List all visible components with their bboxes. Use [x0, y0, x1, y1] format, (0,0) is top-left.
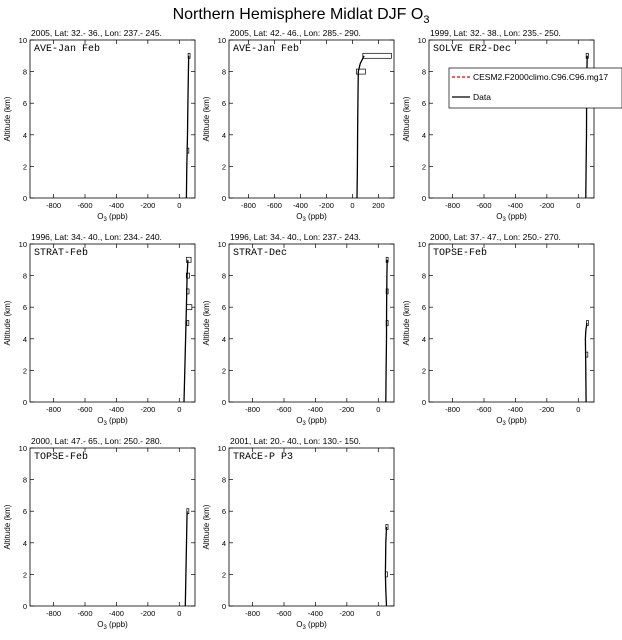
- campaign-label: TRACE-P P3: [233, 452, 294, 463]
- y-tick-label: 10: [217, 444, 226, 453]
- panels-group: [3, 28, 594, 631]
- x-tick-label: -800: [46, 609, 62, 618]
- campaign-label: AVE-Jan Feb: [233, 44, 300, 55]
- plot-frame: [229, 40, 394, 198]
- y-tick-label: 6: [221, 99, 226, 109]
- x-tick-label: 200: [372, 201, 385, 210]
- x-tick-label: -800: [240, 201, 256, 210]
- campaign-label: TOPSE-Feb: [433, 248, 488, 259]
- x-axis-label: [296, 620, 327, 631]
- y-tick-label: 6: [22, 99, 27, 109]
- y-axis-label: Altitude (km): [202, 504, 211, 550]
- y-tick-label: 6: [221, 507, 226, 517]
- data-range-box: [363, 53, 392, 58]
- y-tick-label: 2: [221, 162, 226, 172]
- y-tick-label: 10: [217, 36, 226, 45]
- y-tick-label: 0: [22, 398, 27, 407]
- x-axis-label-unit: (ppb): [305, 212, 327, 221]
- x-tick-label: -600: [276, 405, 292, 414]
- y-tick-label: 2: [221, 570, 226, 580]
- x-tick-label: -200: [339, 609, 355, 618]
- x-tick-label: -600: [77, 405, 93, 414]
- x-axis-label-unit: (ppb): [106, 212, 128, 221]
- y-tick-label: 8: [22, 475, 27, 485]
- data-profile-line: [585, 323, 587, 402]
- y-tick-label: 4: [221, 130, 226, 140]
- campaign-label: TOPSE-Feb: [34, 452, 89, 463]
- data-range-box: [186, 305, 192, 310]
- x-axis-label-subscript: 3: [103, 421, 107, 427]
- x-axis-label-unit: (ppb): [106, 620, 128, 629]
- x-tick-label: -600: [266, 201, 282, 210]
- x-axis-label: [496, 212, 527, 223]
- campaign-label: AVE-Jan Feb: [34, 44, 101, 55]
- data-profile-line: [185, 511, 187, 606]
- y-tick-label: 8: [22, 67, 27, 77]
- x-axis-label: [97, 620, 128, 631]
- y-tick-label: 10: [417, 240, 426, 249]
- panel-3: [402, 28, 594, 223]
- x-axis-label-unit: (ppb): [505, 212, 527, 221]
- y-tick-label: 8: [421, 67, 426, 77]
- y-tick-label: 10: [18, 444, 27, 453]
- y-tick-label: 0: [22, 194, 27, 203]
- y-tick-label: 6: [22, 303, 27, 313]
- panel-header: 1999, Lat: 32.- 38., Lon: 235.- 250.: [430, 28, 561, 38]
- plot-frame: [429, 244, 594, 402]
- y-tick-label: 0: [221, 194, 226, 203]
- x-tick-label: -200: [539, 201, 555, 210]
- x-tick-label: -400: [307, 609, 323, 618]
- x-axis-label-unit: (ppb): [305, 416, 327, 425]
- y-tick-label: 4: [221, 334, 226, 344]
- data-profile-line: [386, 260, 387, 402]
- x-axis-label-subscript: 3: [302, 217, 306, 223]
- y-axis-label: Altitude (km): [3, 504, 12, 550]
- x-axis-label: [97, 212, 128, 223]
- y-tick-label: 4: [22, 538, 27, 548]
- x-tick-label: -400: [307, 405, 323, 414]
- x-tick-label: -600: [77, 201, 93, 210]
- y-tick-label: 6: [421, 303, 426, 313]
- x-tick-label: -800: [445, 405, 461, 414]
- y-tick-label: 2: [22, 366, 27, 376]
- plot-frame: [30, 448, 195, 606]
- panel-8: [202, 436, 394, 631]
- campaign-label: SOLVE ER2-Dec: [433, 44, 512, 55]
- campaign-label: STRAT-Feb: [34, 248, 89, 259]
- x-axis-label-unit: (ppb): [106, 416, 128, 425]
- data-range-box: [186, 257, 191, 262]
- panel-1: [3, 28, 195, 223]
- y-tick-label: 10: [417, 36, 426, 45]
- y-axis-label: Altitude (km): [402, 96, 411, 142]
- y-tick-label: 2: [22, 162, 27, 172]
- plot-frame: [229, 244, 394, 402]
- x-tick-label: -400: [507, 201, 523, 210]
- x-tick-label: -200: [318, 201, 334, 210]
- panel-header: 2005, Lat: 32.- 36., Lon: 237.- 245.: [31, 28, 162, 38]
- y-tick-label: 6: [421, 99, 426, 109]
- data-profile-line: [184, 260, 188, 402]
- x-tick-label: -800: [46, 405, 62, 414]
- data-profile-line: [385, 527, 386, 606]
- x-tick-label: -400: [108, 201, 124, 210]
- x-tick-label: -800: [245, 609, 261, 618]
- plot-frame: [229, 448, 394, 606]
- x-axis-label-main: O: [97, 212, 104, 221]
- data-range-box: [187, 321, 189, 326]
- x-tick-label: 0: [376, 405, 381, 414]
- y-tick-label: 0: [421, 194, 426, 203]
- x-axis-label-main: O: [97, 416, 104, 425]
- y-tick-label: 4: [22, 334, 27, 344]
- y-tick-label: 4: [221, 538, 226, 548]
- plot-frame: [30, 244, 195, 402]
- y-axis-label: Altitude (km): [3, 300, 12, 346]
- x-tick-label: -800: [245, 405, 261, 414]
- x-tick-label: -200: [339, 405, 355, 414]
- y-tick-label: 0: [421, 398, 426, 407]
- x-tick-label: -200: [140, 201, 156, 210]
- y-tick-label: 10: [217, 240, 226, 249]
- plot-area: [386, 257, 388, 402]
- plot-area: [185, 509, 189, 606]
- x-tick-label: -600: [276, 609, 292, 618]
- figure-title-subscript: 3: [423, 14, 430, 26]
- legend-model-label: CESM2.F2000climo.C96.C96.mg17: [473, 72, 609, 82]
- x-tick-label: -600: [77, 609, 93, 618]
- y-tick-label: 8: [421, 271, 426, 281]
- x-axis-label-main: O: [296, 212, 303, 221]
- plot-area: [186, 53, 190, 198]
- x-tick-label: -200: [539, 405, 555, 414]
- x-tick-label: -800: [445, 201, 461, 210]
- x-tick-label: -200: [140, 405, 156, 414]
- y-tick-label: 0: [22, 602, 27, 611]
- plot-frame: [30, 40, 195, 198]
- plot-frame: [429, 40, 594, 198]
- legend-obs-label: Data: [473, 92, 491, 102]
- y-tick-label: 2: [421, 162, 426, 172]
- panel-header: 2000, Lat: 47.- 65., Lon: 250.- 280.: [31, 436, 162, 446]
- y-tick-label: 4: [22, 130, 27, 140]
- x-axis-label-subscript: 3: [302, 625, 306, 631]
- x-tick-label: -400: [108, 405, 124, 414]
- x-axis-label-main: O: [296, 620, 303, 629]
- x-tick-label: -800: [46, 201, 62, 210]
- data-profile-line: [186, 56, 188, 198]
- y-tick-label: 0: [221, 398, 226, 407]
- panel-4: [3, 232, 195, 427]
- x-axis-label: [97, 416, 128, 427]
- plot-area: [184, 257, 192, 402]
- panel-header: 1996, Lat: 34.- 40., Lon: 234.- 240.: [31, 232, 162, 242]
- x-tick-label: -600: [476, 201, 492, 210]
- x-tick-label: 0: [177, 609, 182, 618]
- panel-6: [402, 232, 594, 427]
- x-axis-label-subscript: 3: [502, 217, 506, 223]
- x-axis-label-unit: (ppb): [305, 620, 327, 629]
- y-tick-label: 6: [22, 507, 27, 517]
- x-tick-label: -400: [292, 201, 308, 210]
- x-tick-label: 0: [350, 201, 355, 210]
- x-tick-label: 0: [177, 201, 182, 210]
- y-tick-label: 8: [221, 475, 226, 485]
- x-tick-label: -400: [108, 609, 124, 618]
- y-tick-label: 10: [18, 240, 27, 249]
- plot-area: [585, 321, 588, 403]
- x-axis-label-main: O: [496, 416, 503, 425]
- panel-5: [202, 232, 394, 427]
- y-axis-label: Altitude (km): [402, 300, 411, 346]
- x-axis-label: [296, 212, 327, 223]
- x-axis-label-main: O: [296, 416, 303, 425]
- y-tick-label: 10: [18, 36, 27, 45]
- x-axis-label-subscript: 3: [502, 421, 506, 427]
- x-tick-label: 0: [576, 405, 581, 414]
- panel-header: 2001, Lat: 20.- 40., Lon: 130.- 150.: [230, 436, 361, 446]
- x-tick-label: -600: [476, 405, 492, 414]
- y-tick-label: 0: [221, 602, 226, 611]
- x-axis-label: [296, 416, 327, 427]
- campaign-label: STRAT-Dec: [233, 248, 288, 259]
- panel-header: 2005, Lat: 42.- 46., Lon: 285.- 290.: [230, 28, 361, 38]
- x-tick-label: 0: [376, 609, 381, 618]
- y-axis-label: Altitude (km): [3, 96, 12, 142]
- x-tick-label: 0: [177, 405, 182, 414]
- plot-area: [356, 53, 391, 198]
- y-tick-label: 2: [22, 570, 27, 580]
- y-tick-label: 2: [421, 366, 426, 376]
- panel-2: [202, 28, 394, 223]
- y-tick-label: 4: [421, 130, 426, 140]
- x-axis-label-main: O: [97, 620, 104, 629]
- x-tick-label: -200: [140, 609, 156, 618]
- legend: [449, 68, 622, 108]
- y-tick-label: 8: [221, 271, 226, 281]
- panel-7: [3, 436, 195, 631]
- y-tick-label: 2: [221, 366, 226, 376]
- x-tick-label: -400: [507, 405, 523, 414]
- y-tick-label: 6: [221, 303, 226, 313]
- x-tick-label: 0: [576, 201, 581, 210]
- x-axis-label-unit: (ppb): [505, 416, 527, 425]
- data-profile-line: [357, 56, 364, 198]
- y-axis-label: Altitude (km): [202, 300, 211, 346]
- y-tick-label: 8: [22, 271, 27, 281]
- y-tick-label: 4: [421, 334, 426, 344]
- y-axis-label: Altitude (km): [202, 96, 211, 142]
- x-axis-label-main: O: [496, 212, 503, 221]
- figure-title: Northern Hemisphere Midlat DJF $O_3$: [172, 6, 430, 26]
- panel-header: 2000, Lat: 37.- 47., Lon: 250.- 270.: [430, 232, 561, 242]
- x-axis-label-subscript: 3: [103, 217, 107, 223]
- x-axis-label-subscript: 3: [103, 625, 107, 631]
- x-axis-label-subscript: 3: [302, 421, 306, 427]
- plot-area: [385, 525, 388, 607]
- x-axis-label: [496, 416, 527, 427]
- panel-header: 1996, Lat: 34.- 40., Lon: 237.- 243.: [230, 232, 361, 242]
- y-tick-label: 8: [221, 67, 226, 77]
